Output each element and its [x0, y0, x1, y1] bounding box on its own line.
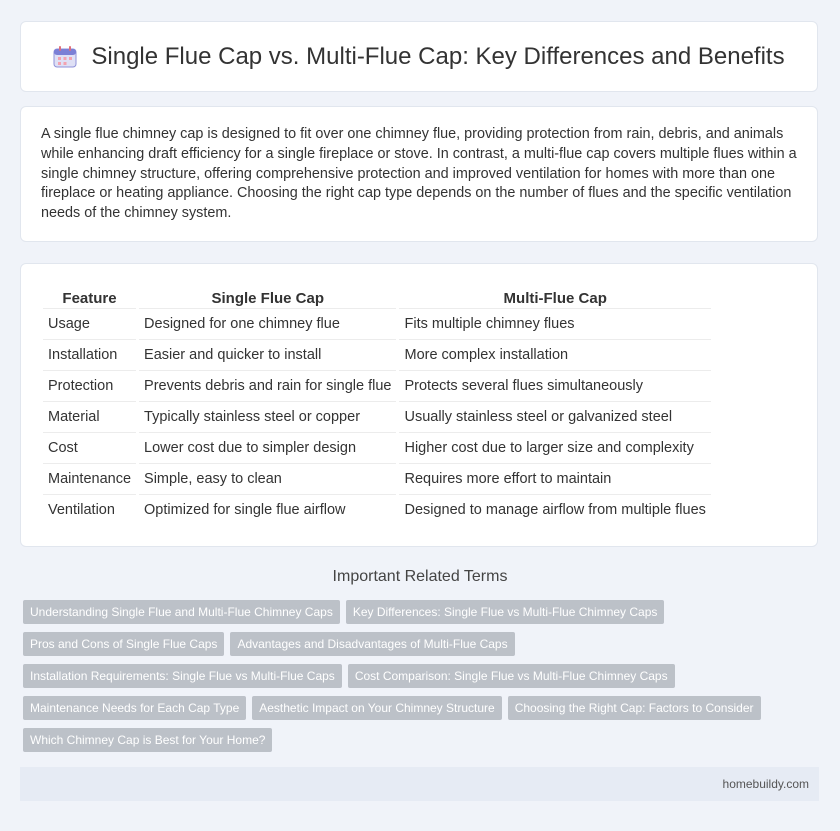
table-cell: Material: [43, 402, 138, 433]
intro-paragraph: A single flue chimney cap is designed to fit over one chimney flue, providing protection from rain, debris, and animals while enhancing draft efficiency for a single fireplace or stove. In contrast, a multi-flue cap covers multiple flues within a single chimney structure, offering comprehensive protection and improved ventilation for homes with more than one fireplace or heating appliance. Choosing the right cap type depends on the number of flues and the specific ventilation needs of the chimney system.: [41, 126, 797, 222]
table-cell: Protection: [43, 371, 138, 402]
table-row: [43, 495, 711, 526]
related-term-link[interactable]: Installation Requirements: Single Flue vs Multi-Flue Caps: [23, 664, 342, 688]
table-cell: Designed to manage airflow from multiple flues: [398, 495, 711, 526]
table-row: [43, 464, 711, 495]
table-cell: Maintenance: [43, 464, 138, 495]
table-cell: Easier and quicker to install: [138, 340, 398, 371]
table-cell: Requires more effort to maintain: [398, 464, 711, 495]
intro-card: [20, 106, 818, 242]
table-cell: Designed for one chimney flue: [138, 309, 398, 340]
table-row: [43, 433, 711, 464]
page-title: Single Flue Cap vs. Multi-Flue Cap: Key Differences and Benefits: [91, 42, 785, 70]
related-term-link[interactable]: Advantages and Disadvantages of Multi-Flue Caps: [230, 632, 514, 656]
footer: [20, 767, 819, 801]
related-term-link[interactable]: Understanding Single Flue and Multi-Flue Chimney Caps: [23, 600, 340, 624]
calendar-icon: [53, 46, 77, 68]
related-terms-list: [23, 600, 813, 760]
table-cell: More complex installation: [398, 340, 711, 371]
header-feature: Feature: [62, 289, 117, 307]
table-row: [43, 340, 711, 371]
table-cell: Prevents debris and rain for single flue: [138, 371, 398, 402]
related-term-link[interactable]: Key Differences: Single Flue vs Multi-Flue Chimney Caps: [346, 600, 665, 624]
table-cell: Installation: [43, 340, 138, 371]
footer-site-link[interactable]: homebuildy.com: [722, 777, 809, 791]
table-header-row: [43, 288, 711, 309]
header-multi-flue: Multi-Flue Cap: [398, 288, 711, 309]
related-term-link[interactable]: Aesthetic Impact on Your Chimney Structure: [252, 696, 501, 720]
table-cell: Cost: [43, 433, 138, 464]
table-row: [43, 402, 711, 433]
related-term-link[interactable]: Maintenance Needs for Each Cap Type: [23, 696, 246, 720]
table-cell: Fits multiple chimney flues: [398, 309, 711, 340]
related-term-link[interactable]: Choosing the Right Cap: Factors to Consider: [508, 696, 761, 720]
table-cell: Simple, easy to clean: [138, 464, 398, 495]
table-cell: Protects several flues simultaneously: [398, 371, 711, 402]
related-term-link[interactable]: Cost Comparison: Single Flue vs Multi-Flue Chimney Caps: [348, 664, 675, 688]
table-cell: Usage: [43, 309, 138, 340]
header-single-flue: Single Flue Cap: [138, 288, 398, 309]
comparison-table: [43, 288, 711, 525]
table-cell: Ventilation: [43, 495, 138, 526]
table-cell: Lower cost due to simpler design: [138, 433, 398, 464]
table-cell: Optimized for single flue airflow: [138, 495, 398, 526]
comparison-card: [20, 263, 818, 547]
table-cell: Usually stainless steel or galvanized steel: [398, 402, 711, 433]
table-row: [43, 309, 711, 340]
related-term-link[interactable]: Which Chimney Cap is Best for Your Home?: [23, 728, 272, 752]
table-cell: Typically stainless steel or copper: [138, 402, 398, 433]
related-term-link[interactable]: Pros and Cons of Single Flue Caps: [23, 632, 224, 656]
related-terms-title: Important Related Terms: [332, 568, 508, 585]
header-card: [20, 21, 818, 92]
table-cell: Higher cost due to larger size and complexity: [398, 433, 711, 464]
table-row: [43, 371, 711, 402]
